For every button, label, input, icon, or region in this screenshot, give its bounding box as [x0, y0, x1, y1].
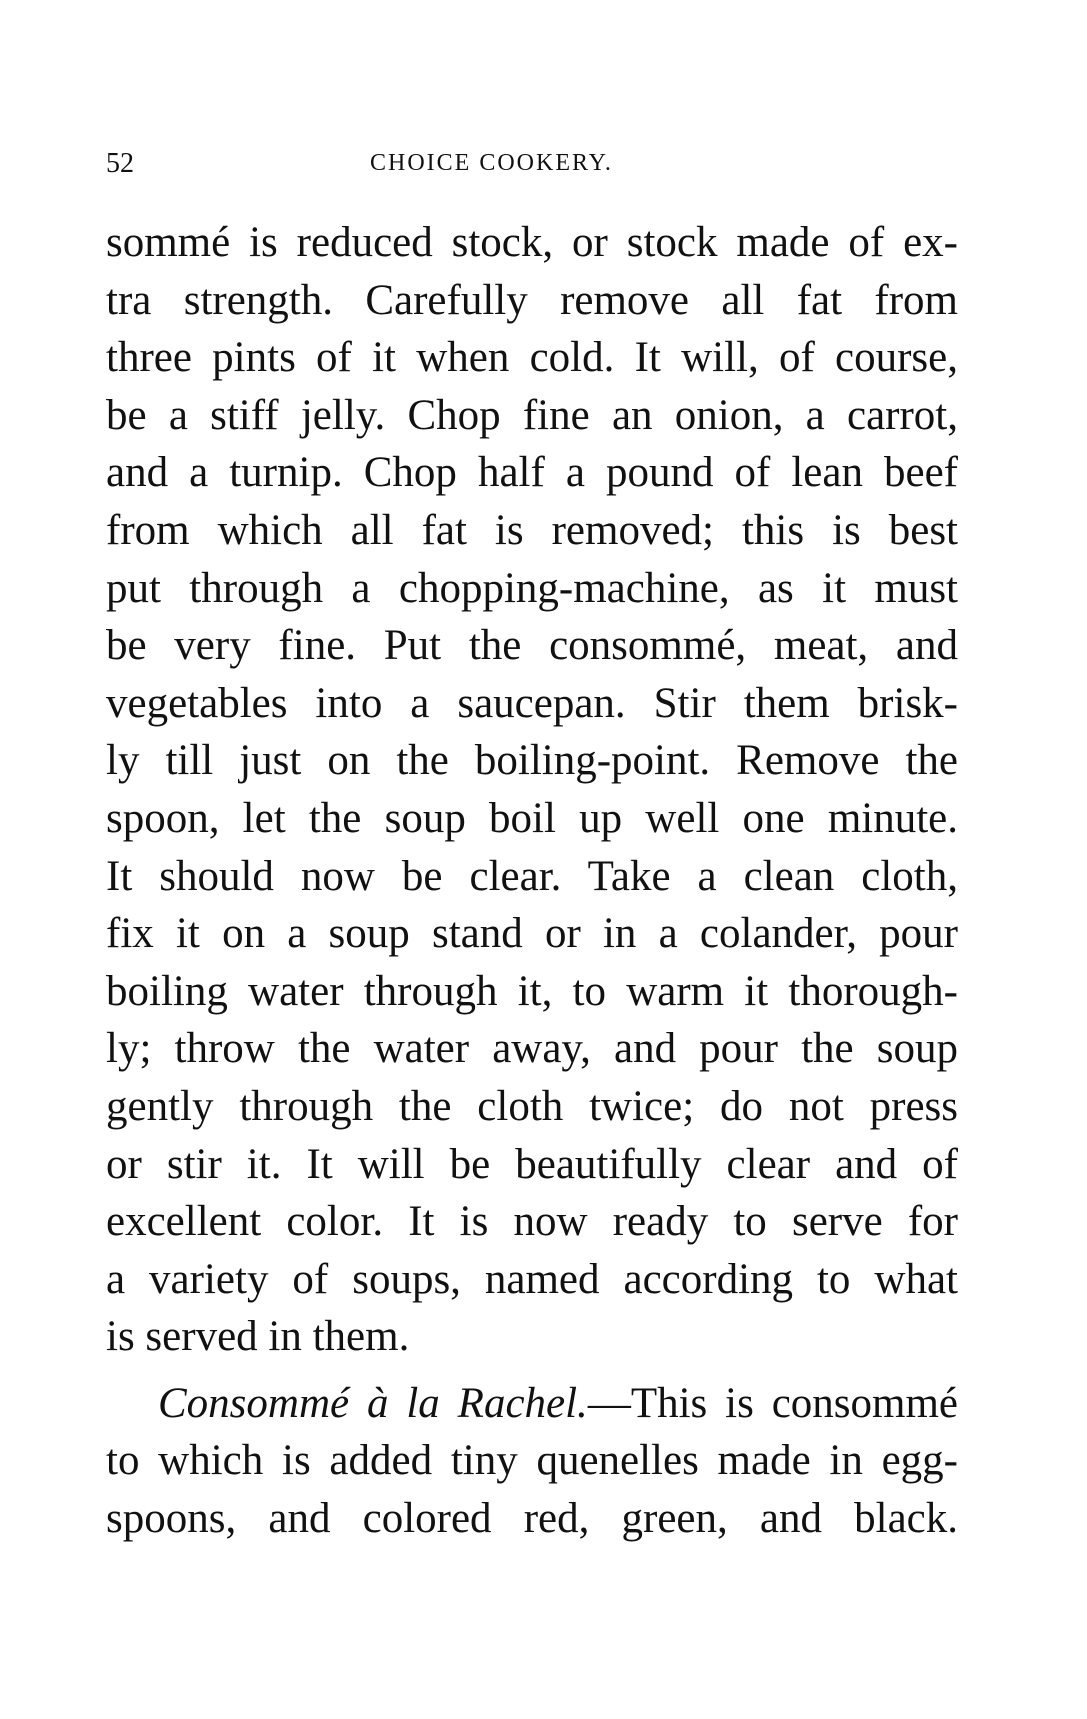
paragraph-consomme-method: [106, 214, 958, 1366]
text-line: ly; throw the water away, and pour the soup: [106, 1025, 958, 1073]
text-line: to which is added tiny quenelles made in egg-: [106, 1437, 958, 1485]
body-text: [106, 214, 958, 1548]
running-head: CHOICE COOKERY.: [370, 150, 613, 176]
text-line: sommé is reduced stock, or stock made of ex-: [106, 219, 958, 266]
text-line: spoons, and colored red, green, and black.: [106, 1495, 958, 1543]
text-line: It should now be clear. Take a clean cloth,: [106, 852, 958, 900]
text-line: tra strength. Carefully remove all fat from: [106, 276, 958, 324]
text-line: boiling water through it, to warm it thorough-: [106, 967, 958, 1015]
text-line: be a stiff jelly. Chop fine an onion, a carrot,: [106, 391, 958, 439]
page-header: [106, 148, 958, 188]
text-line: a variety of soups, named according to what: [106, 1255, 958, 1303]
text-line: fix it on a soup stand or in a colander, pour: [106, 910, 958, 958]
text-line: [106, 1375, 958, 1433]
text-line: gently through the cloth twice; do not press: [106, 1082, 958, 1130]
text-line: vegetables into a saucepan. Stir them brisk-: [106, 679, 958, 727]
text-line: or stir it. It will be beautifully clear and of: [106, 1140, 958, 1188]
recipe-intro: —This is consommé: [587, 1379, 958, 1427]
text-line: three pints of it when cold. It will, of course,: [106, 334, 958, 382]
text-line: ly till just on the boiling-point. Remove the: [106, 737, 958, 785]
text-line: and a turnip. Chop half a pound of lean beef: [106, 449, 958, 497]
text-line: be very fine. Put the consommé, meat, and: [106, 622, 958, 670]
text-line: excellent color. It is now ready to serve for: [106, 1198, 958, 1246]
text-line: from which all fat is removed; this is best: [106, 506, 958, 554]
page-number: 52: [106, 148, 134, 179]
recipe-title: Consommé à la Rachel.: [158, 1379, 588, 1427]
text-line: is served in them.: [106, 1313, 410, 1361]
text-line: put through a chopping-machine, as it must: [106, 564, 958, 612]
text-line: spoon, let the soup boil up well one minute.: [106, 794, 958, 842]
paragraph-consomme-rachel: [106, 1375, 958, 1548]
